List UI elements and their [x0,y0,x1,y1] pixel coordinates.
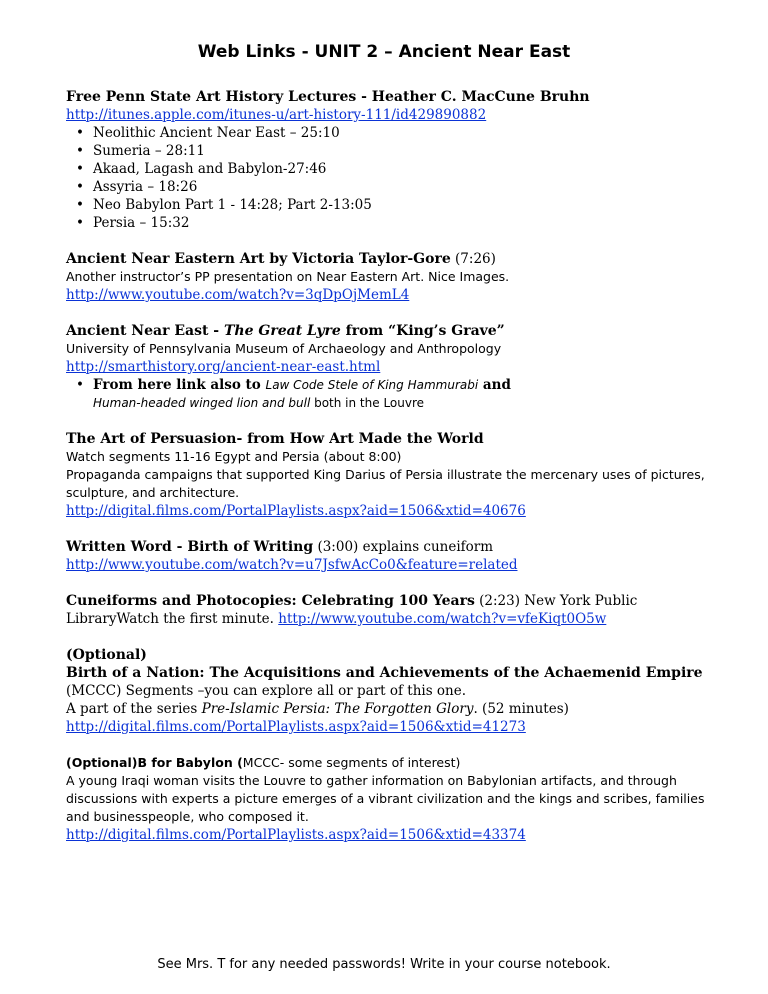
section-heading: Written Word - Birth of Writing [66,539,314,555]
heading-italic-part: The Great Lyre [224,323,341,339]
list-item [66,376,716,412]
list-item: • Persia – 15:32 [66,214,716,232]
section-description: A young Iraqi woman visits the Louvre to gather information on Babylonian artifacts, and through discussions with experts a picture emerges of a vibrant civilization and the kings and scribes, families and businesspeople, who composed it. [66,773,705,824]
duration-text: (7:26) [450,251,496,267]
section-description: Watch segments 11-16 Egypt and Persia (about 8:00) [66,449,402,464]
section-description: (MCCC) Segments –you can explore all or part of this one. [66,683,467,699]
section-great-lyre [66,322,716,412]
section-heading: Free Penn State Art History Lectures - Heather C. MacCune Bruhn [66,89,590,105]
optional-label: (Optional) [66,647,147,663]
section-description [66,700,716,718]
section-description: (2:23) New York Public LibraryWatch the first minute. [66,593,638,627]
itunes-link[interactable]: http://itunes.apple.com/itunes-u/art-history-111/id429890882 [66,107,487,123]
list-item: • Neolithic Ancient Near East – 25:10 [66,124,716,142]
section-taylor-gore [66,250,716,304]
section-heading: Cuneiforms and Photocopies: Celebrating 100 Years [66,593,475,609]
films-link[interactable]: http://digital.films.com/PortalPlaylists.aspx?aid=1506&xtid=40676 [66,503,526,519]
section-heading: Ancient Near Eastern Art by Victoria Taylor-Gore [66,251,451,267]
heading-bold-part: (Optional)B for Babylon ( [66,755,243,770]
description-part: . (52 minutes) [473,701,569,717]
youtube-link[interactable]: http://www.youtube.com/watch?v=3qDpOjMemL4 [66,287,410,303]
lecture-list [66,124,716,232]
page-footer: See Mrs. T for any needed passwords! Write in your course notebook. [157,957,611,972]
bullet-italic-text: Human-headed winged lion and bull [93,396,311,410]
section-heading [66,754,716,772]
related-links-list [66,376,716,412]
youtube-link[interactable]: http://www.youtube.com/watch?v=u7JsfwAcCo0&feature=related [66,557,518,573]
section-description: Another instructor’s PP presentation on Near Eastern Art. Nice Images. [66,269,510,284]
heading-part: from “King’s Grave” [340,323,505,339]
films-link[interactable]: http://digital.films.com/PortalPlaylists.aspx?aid=1506&xtid=41273 [66,719,526,735]
section-penn-state-lectures [66,88,716,232]
description-part: A part of the series [66,701,202,717]
heading-part: MCCC- some segments of interest) [242,755,461,770]
section-b-for-babylon [66,754,716,844]
list-item: • Sumeria – 28:11 [66,142,716,160]
bullet-bold-text: and [478,377,511,393]
bullet-bold-text: From here link also to [93,377,266,393]
list-item: • Assyria – 18:26 [66,178,716,196]
list-item: • Akaad, Lagash and Babylon-27:46 [66,160,716,178]
list-item: • Neo Babylon Part 1 - 14:28; Part 2-13:05 [66,196,716,214]
section-art-of-persuasion [66,430,716,520]
section-heading [66,322,716,340]
section-description: (3:00) explains cuneiform [313,539,494,555]
section-birth-of-a-nation [66,646,716,736]
bullet-text: both in the Louvre [310,396,425,410]
films-link[interactable]: http://digital.films.com/PortalPlaylists.aspx?aid=1506&xtid=43374 [66,827,526,843]
document-body [66,88,716,862]
bullet-italic-text: Law Code Stele of King Hammurabi [265,378,479,392]
section-description: Propaganda campaigns that supported King Darius of Persia illustrate the mercenary uses of pictures, sculpture, and architecture. [66,467,705,500]
section-written-word [66,538,716,574]
youtube-link[interactable]: http://www.youtube.com/watch?v=vfeKiqt0O5w [278,611,607,627]
section-heading: Birth of a Nation: The Acquisitions and Achievements of the Achaemenid Empire [66,665,703,681]
section-cuneiforms [66,592,716,628]
smarthistory-link[interactable]: http://smarthistory.org/ancient-near-east.html [66,359,381,375]
section-description: University of Pennsylvania Museum of Archaeology and Anthropology [66,341,502,356]
series-title: Pre-Islamic Persia: The Forgotten Glory [201,701,474,717]
section-heading: The Art of Persuasion- from How Art Made the World [66,431,484,447]
page-title: Web Links - UNIT 2 – Ancient Near East [197,42,571,62]
heading-part: Ancient Near East - [66,323,224,339]
